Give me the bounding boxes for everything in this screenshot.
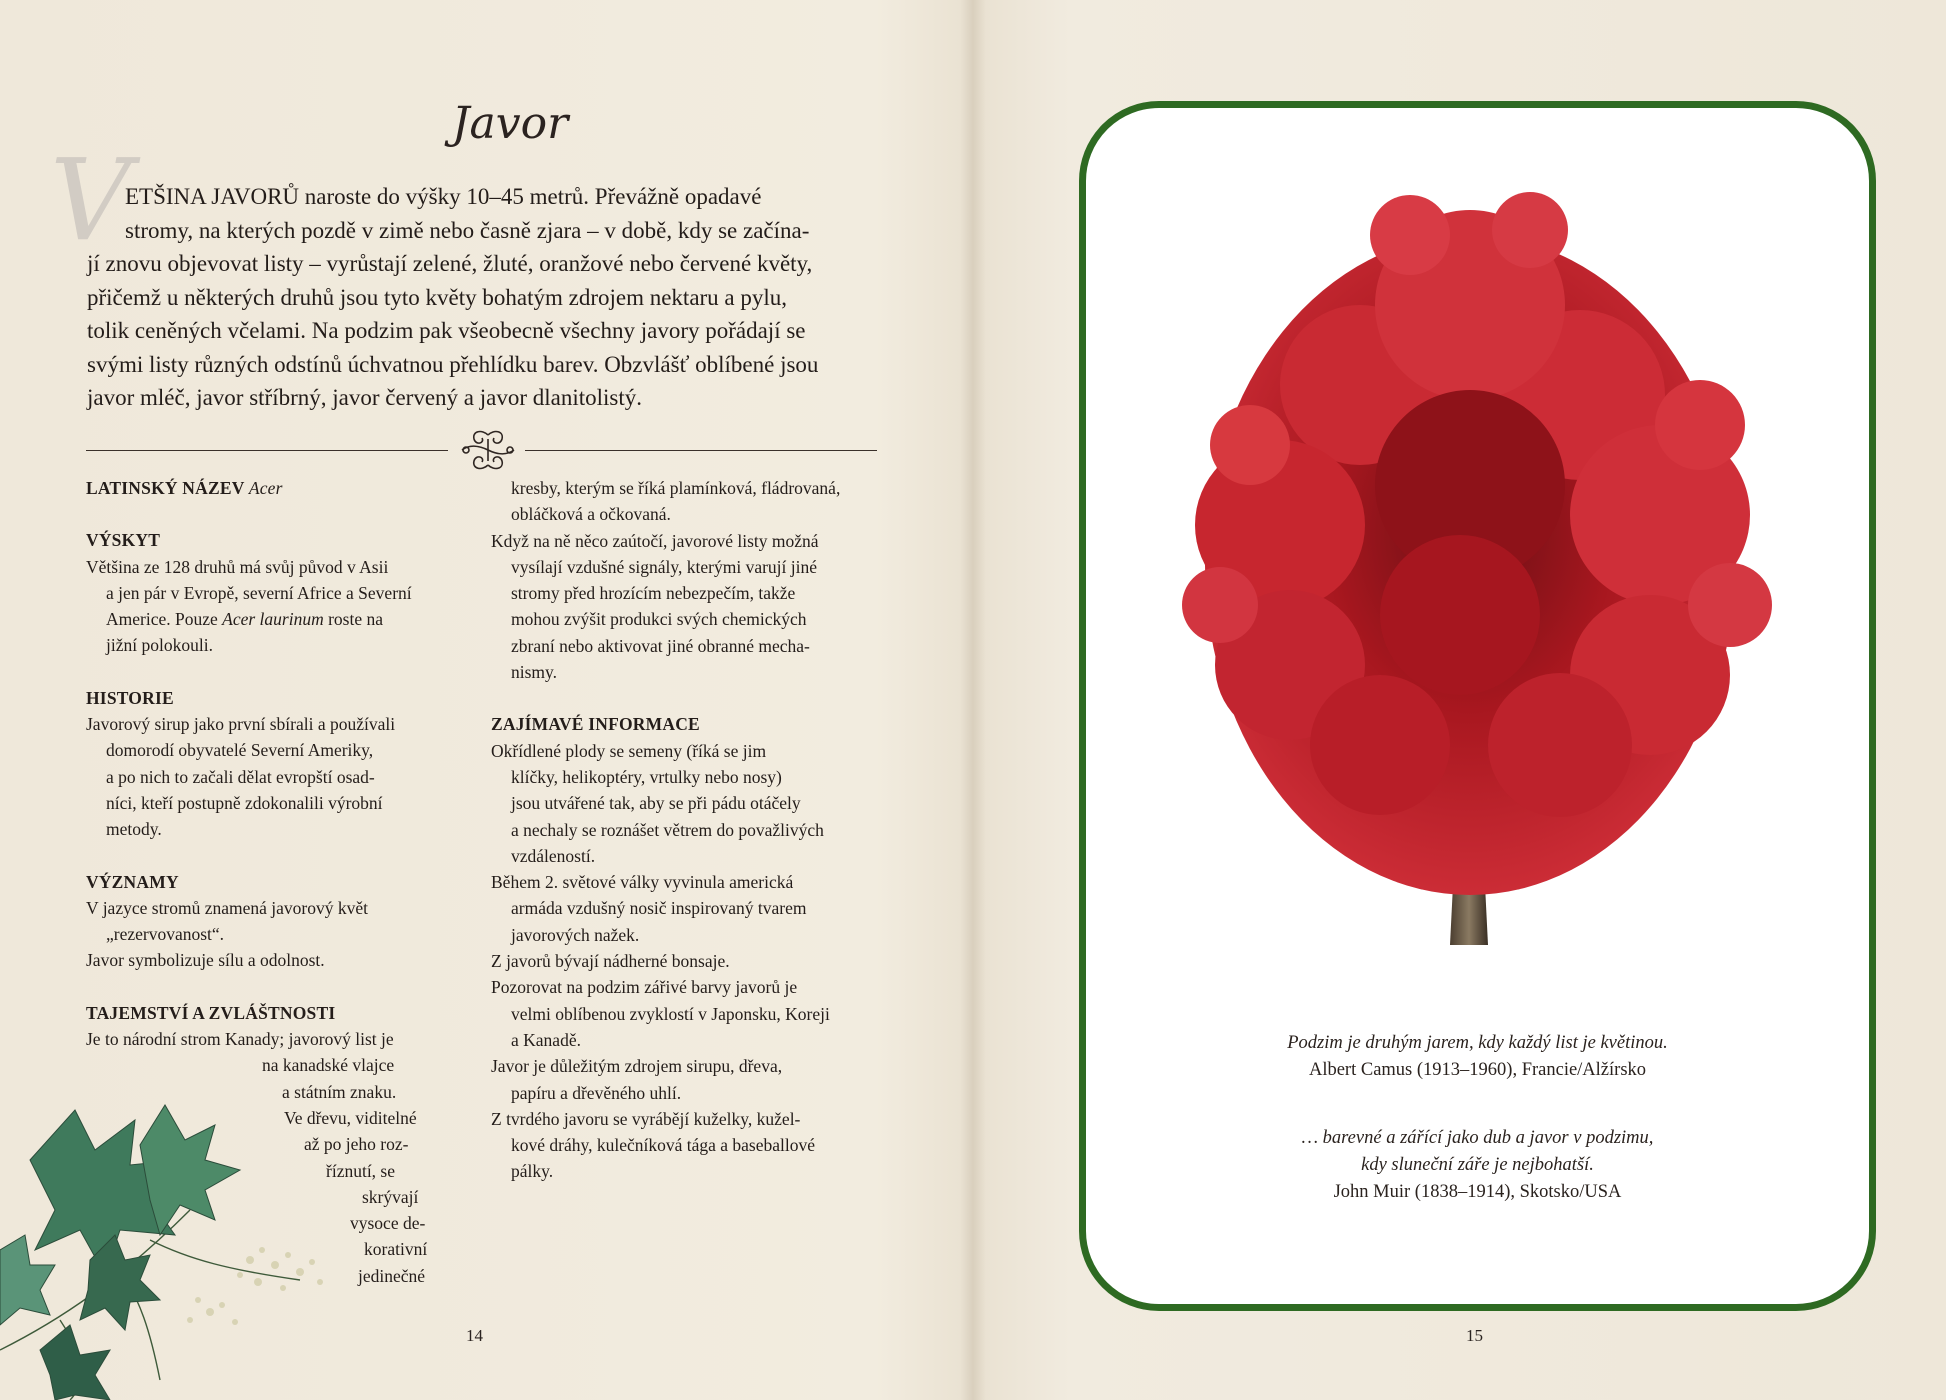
text-line: zbraní nebo aktivovat jiné obranné mecha- — [511, 635, 810, 656]
maple-leaves-illustration-icon — [0, 1050, 350, 1400]
text-line: obláčková a očkovaná. — [511, 504, 671, 525]
text-line: Když na ně něco zaútočí, javorové listy možná — [491, 530, 819, 551]
text-line: a Kanadě. — [511, 1029, 581, 1050]
text-line: Z javorů bývají nádherné bonsaje. — [491, 951, 730, 972]
text-line: Javor je důležitým zdrojem sirupu, dřeva, — [491, 1056, 783, 1077]
text-line: pálky. — [511, 1161, 554, 1182]
text-line: „rezervovanost“. — [106, 924, 225, 945]
text-line: jižní polokouli. — [106, 635, 213, 656]
facts-heading: ZAJÍMAVÉ INFORMACE — [491, 714, 700, 735]
text-line: Okřídlené plody se semeny (říká se jim — [491, 740, 767, 761]
text-line: Americe. Pouze Acer laurinum roste na — [106, 609, 384, 630]
text-line: vysoce de- — [350, 1213, 426, 1234]
quote-muir — [1079, 1125, 1876, 1206]
text-line: stromy před hrozícím nebezpečím, takže — [511, 583, 796, 604]
text-line: metody. — [106, 819, 162, 840]
intro-paragraph — [87, 180, 885, 415]
quote-text: … barevné a zářící jako dub a javor v podzimu, — [1301, 1128, 1654, 1148]
text-line: Většina ze 128 druhů má svůj původ v Asii — [86, 556, 389, 577]
intro-line: stromy, na kterých pozdě v zimě nebo časně zjara – v době, kdy se začína- — [125, 217, 810, 243]
text-line: V jazyce stromů znamená javorový květ — [86, 897, 369, 918]
occurrence-heading: VÝSKYT — [86, 530, 161, 551]
text-line: Ve dřevu, viditelné — [284, 1107, 417, 1128]
text-line: níci, kteří postupně zdokonalili výrobní — [106, 792, 383, 813]
meanings-heading: VÝZNAMY — [86, 871, 179, 892]
text-line: až po jeho roz- — [304, 1134, 409, 1155]
left-page — [0, 0, 972, 1400]
info-column-2 — [491, 475, 891, 1185]
text-line: kové dráhy, kulečníková tága a baseballové — [511, 1135, 816, 1156]
text-line: kresby, kterým se říká plamínková, fládrovaná, — [511, 478, 841, 498]
quote-camus — [1079, 1030, 1876, 1084]
page-title: Javor — [451, 98, 569, 149]
text-line: skrývají — [362, 1186, 419, 1207]
text-line: Javorový sirup jako první sbírali a používali — [86, 714, 396, 735]
tree-crown — [1182, 192, 1772, 895]
flourish-ornament-icon — [452, 427, 524, 473]
text-line: korativní — [364, 1239, 428, 1260]
text-line: Je to národní strom Kanady; javorový list je — [86, 1029, 394, 1050]
text-line: klíčky, helikoptéry, vrtulky nebo nosy) — [511, 766, 782, 787]
page-number: 15 — [1466, 1326, 1483, 1345]
text-line: nismy. — [511, 662, 558, 683]
quote-author: John Muir (1838–1914), Skotsko/USA — [1333, 1182, 1622, 1202]
intro-line: ETŠINA JAVORŮ naroste do výšky 10–45 metrů. Převážně opadavé — [125, 184, 762, 209]
red-maple-tree-illustration — [1160, 185, 1780, 945]
text-line: jedinečné — [358, 1265, 426, 1286]
text-line: a nechaly se roznášet větrem do považlivých — [511, 819, 824, 840]
intro-line: tolik ceněných včelami. Na podzim pak všeobecně všechny javory pořádají se — [87, 318, 806, 343]
text-line: jsou utvářené tak, aby se při pádu otáčely — [511, 793, 801, 814]
text-line: Z tvrdého javoru se vyrábějí kuželky, kužel- — [491, 1108, 801, 1129]
text-line: papíru a dřevěného uhlí. — [511, 1082, 682, 1103]
latin-name-heading: LATINSKÝ NÁZEV Acer — [86, 478, 283, 498]
text-line: na kanadské vlajce — [262, 1055, 395, 1076]
quote-text: kdy sluneční záře je nejbohatší. — [1361, 1155, 1594, 1175]
intro-line: jí znovu objevovat listy – vyrůstají zelené, žluté, oranžové nebo červené květy, — [87, 251, 813, 276]
intro-line: přičemž u některých druhů jsou tyto květy bohatým zdrojem nektaru a pylu, — [87, 284, 788, 310]
text-line: vzdáleností. — [511, 845, 596, 866]
text-line: Pozorovat na podzim zářivé barvy javorů je — [491, 977, 798, 998]
latin-name-value: Acer — [248, 478, 283, 498]
text-line: domorodí obyvatelé Severní Ameriky, — [106, 740, 374, 761]
mysteries-heading: TAJEMSTVÍ A ZVLÁŠTNOSTI — [86, 1002, 336, 1023]
history-heading: HISTORIE — [86, 687, 174, 708]
text-line: Javor symbolizuje sílu a odolnost. — [86, 950, 325, 971]
text-line: a jen pár v Evropě, severní Africe a Severní — [106, 582, 412, 603]
text-line: velmi oblíbenou zvyklostí v Japonsku, Koreji — [511, 1003, 830, 1024]
page-number: 14 — [466, 1326, 483, 1345]
text-line: říznutí, se — [326, 1160, 396, 1181]
text-line: vysílají vzdušné signály, kterými varují jiné — [511, 556, 818, 577]
divider-rule-right — [525, 450, 877, 451]
quote-author: Albert Camus (1913–1960), Francie/Alžírsko — [1308, 1060, 1647, 1080]
drop-cap: V — [50, 136, 131, 266]
intro-line: javor mléč, javor stříbrný, javor červený a javor dlanitolistý. — [87, 385, 643, 410]
text-line: mohou zvýšit produkci svých chemických — [511, 609, 807, 630]
text-line: Během 2. světové války vyvinula americká — [491, 872, 794, 893]
quote-text: Podzim je druhým jarem, kdy každý list je květinou. — [1287, 1033, 1668, 1053]
species-name: Acer laurinum — [222, 609, 324, 630]
text-line: javorových nažek. — [511, 924, 640, 945]
intro-line: svými listy různých odstínů úchvatnou přehlídku barev. Obzvlášť oblíbené jsou — [87, 351, 819, 377]
text-line: a státním znaku. — [282, 1081, 397, 1102]
text-line: a po nich to začali dělat evropští osad- — [106, 766, 375, 787]
divider-rule-left — [86, 450, 448, 451]
text-line: armáda vzdušný nosič inspirovaný tvarem — [511, 898, 807, 919]
